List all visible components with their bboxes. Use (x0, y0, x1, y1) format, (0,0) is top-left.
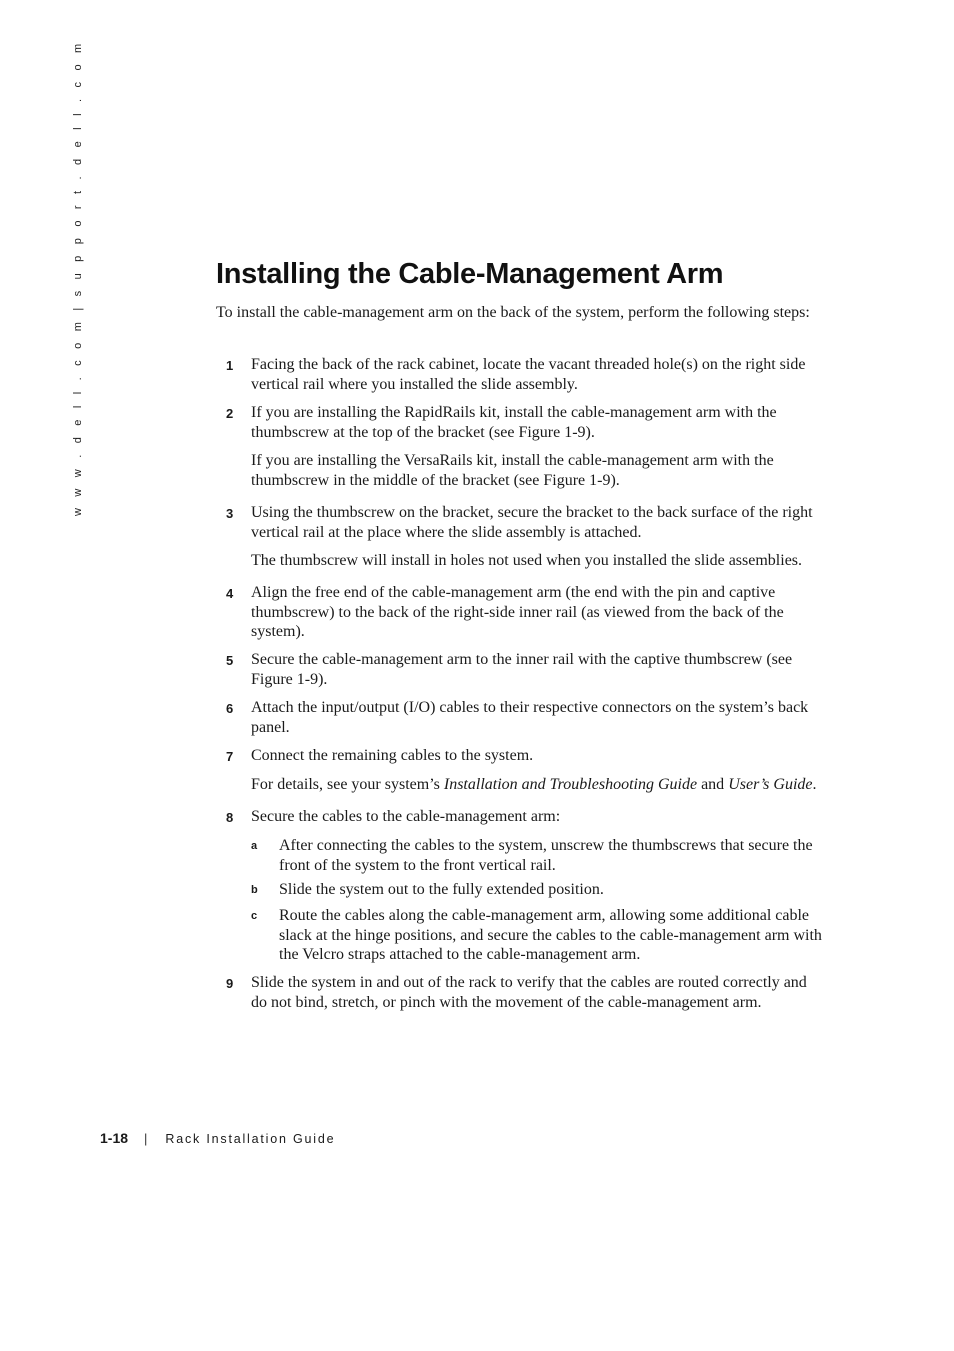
step-number: 8 (226, 810, 234, 825)
step-number: 6 (226, 701, 234, 716)
step-number: 9 (226, 976, 234, 991)
note-text: . (812, 776, 817, 793)
step-number: 3 (226, 506, 234, 521)
step-7-note (251, 775, 826, 795)
step-number: 1 (226, 358, 234, 373)
page-title: Installing the Cable-Management Arm (216, 258, 724, 290)
step-1 (226, 355, 826, 394)
substep-b (251, 880, 826, 900)
substep-c (251, 906, 826, 965)
intro-paragraph: To install the cable-management arm on the back of the system, perform the following steps: (216, 304, 810, 321)
step-2 (226, 403, 826, 442)
guide-title: User’s Guide (728, 776, 813, 793)
substep-a (251, 836, 826, 875)
step-text: Facing the back of the rack cabinet, locate the vacant threaded hole(s) on the right side vertical rail where you installed the slide assembly. (251, 356, 806, 393)
page-number: 1-18 (100, 1130, 129, 1146)
step-text: Align the free end of the cable-management arm (the end with the pin and captive thumbscrew) to the back of the right-side inner rail (as viewed from the back of the system). (251, 584, 784, 640)
step-text: Using the thumbscrew on the bracket, secure the bracket to the back surface of the right vertical rail at the place where the slide assembly is attached. (251, 504, 813, 541)
step-3 (226, 503, 826, 542)
page-footer (100, 1130, 335, 1146)
step-text: Attach the input/output (I/O) cables to their respective connectors on the system’s back panel. (251, 699, 809, 736)
substep-text: Route the cables along the cable-management arm, allowing some additional cable slack at the hinge positions, and secure the cables to the cable-management arm with the Velcro straps attached to the cable-management arm. (279, 907, 822, 963)
step-text: If you are installing the RapidRails kit, install the cable-management arm with the thumbscrew at the top of the bracket (see Figure 1-9). (251, 404, 777, 441)
footer-separator: | (144, 1131, 148, 1146)
substep-letter: c (251, 910, 258, 922)
step-5 (226, 650, 826, 689)
step-text: Secure the cables to the cable-management arm: (251, 808, 561, 825)
step-6 (226, 698, 826, 737)
step-9 (226, 973, 826, 1012)
step-text: Connect the remaining cables to the system. (251, 747, 534, 764)
step-number: 4 (226, 586, 234, 601)
step-number: 7 (226, 749, 234, 764)
substep-text: After connecting the cables to the system, unscrew the thumbscrews that secure the front of the system to the front vertical rail. (279, 837, 813, 874)
substep-letter: a (251, 840, 258, 852)
substep-text: Slide the system out to the fully extended position. (279, 881, 604, 898)
step-3-note: The thumbscrew will install in holes not used when you installed the slide assemblies. (251, 552, 803, 569)
substep-letter: b (251, 884, 258, 896)
note-text: For details, see your system’s (251, 776, 444, 793)
step-text: Slide the system in and out of the rack to verify that the cables are routed correctly and do not bind, stretch, or pinch with the movement of the cable-management arm. (251, 974, 807, 1011)
step-2-note: If you are installing the VersaRails kit, install the cable-management arm with the thumbscrew in the middle of the bracket (see Figure 1-9). (251, 452, 774, 489)
document-title: Rack Installation Guide (165, 1132, 336, 1146)
step-7 (226, 746, 826, 766)
step-8 (226, 807, 826, 827)
note-text: and (697, 776, 729, 793)
step-number: 5 (226, 653, 234, 668)
step-4 (226, 583, 826, 642)
step-text: Secure the cable-management arm to the inner rail with the captive thumbscrew (see Figure 1-9). (251, 651, 793, 688)
step-number: 2 (226, 406, 234, 421)
sidebar-url-text: w w w . d e l l . c o m | s u p p o r t . d e l l . c o m (72, 39, 84, 516)
guide-title: Installation and Troubleshooting Guide (443, 776, 698, 793)
